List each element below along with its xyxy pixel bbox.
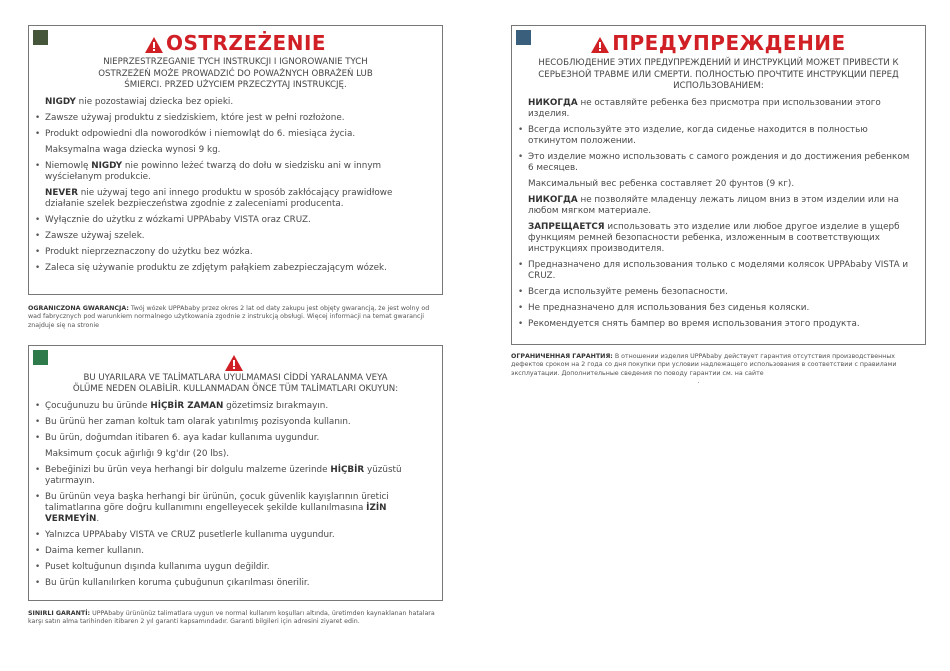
list-item: • Zaleca się używanie produktu ze zdjętym pałąkiem zabezpieczającym wózek. — [29, 263, 442, 274]
warning-box-pl — [28, 25, 443, 295]
warning-list-tr — [29, 401, 442, 589]
list-item: • Produkt nieprzeznaczony do użytku bez wózka. — [29, 247, 442, 258]
warranty-ru-end: . — [697, 378, 700, 386]
list-item: • Всегда используйте это изделие, когда сиденье находится в полностью откинутом положении. — [512, 125, 925, 147]
warning-list-pl — [29, 97, 442, 274]
warning-intro-pl: NIEPRZESTRZEGANIE TYCH INSTRUKCJI I IGNOROWANIE TYCH OSTRZEŻEŃ MOŻE PROWADZIĆ DO POWAŻNYCH OBRAŻEŃ LUB ŚMIERCI. PRZED UŻYCIEM PRZECZYTAJ INSTRUKCJĘ. — [98, 57, 373, 90]
warranty-ru: ОГРАНИЧЕННАЯ ГАРАНТИЯ: В отношении изделия UPPAbaby действует гарантия отсутствия производственных дефектов сроком на 2 года со дня покупки при условии надлежащего использования в соответствии с правилами эксплуатации. Дополнительные сведения по поводу гарантии см. на сайте . — [511, 353, 926, 387]
list-item: • Zawsze używaj produktu z siedziskiem, które jest w pełni rozłożone. — [29, 113, 442, 124]
color-square-tr — [33, 350, 48, 365]
list-item: • Bu ürünün veya başka herhangi bir ürünün, çocuk güvenlik kayışlarının üretici talimatlarına göre doğru kullanımını engelleyecek şekilde kullanılmasına İZİN VERMEYİN. — [29, 492, 442, 525]
warning-triangle-icon — [225, 355, 243, 371]
list-item: • Wyłącznie do użytku z wózkami UPPAbaby VISTA oraz CRUZ. — [29, 215, 442, 226]
warning-triangle-icon — [145, 37, 163, 53]
list-item: Максимальный вес ребенка составляет 20 фунтов (9 кг). — [528, 178, 795, 189]
warning-intro-ru: НЕСОБЛЮДЕНИЕ ЭТИХ ПРЕДУПРЕЖДЕНИЙ И ИНСТРУКЦИЙ МОЖЕТ ПРИВЕСТИ К СЕРЬЕЗНОЙ ТРАВМЕ ИЛИ СМЕРТИ. ПОЛНОСТЬЮ ПРОЧТИТЕ ИНСТРУКЦИИ ПЕРЕД ИСПОЛЬЗОВАНИЕМ: — [538, 58, 899, 91]
list-item: • Produkt odpowiedni dla noworodków i niemowląt do 6. miesiąca życia. — [29, 129, 442, 140]
list-item: ЗАПРЕЩАЕТСЯ использовать это изделие или любое другое изделие в ущерб функциям ремней безопасности ребенка, изложенным в соответствующих инструкциях производителя. — [528, 221, 900, 254]
list-item: Maksimum çocuk ağırlığı 9 kg'dır (20 lbs). — [45, 448, 230, 459]
warranty-tr: SINIRLI GARANTİ: UPPAbaby ürününüz talimatlara uygun ve normal kullanım koşulları altında, üretimden kaynaklanan hatalara karşı satın alma tarihinden itibaren 2 yıl garanti kapsamındadır. Garanti bilgileri için adresini ziyaret edin. — [28, 610, 435, 626]
list-item: • Всегда используйте ремень безопасности. — [512, 287, 925, 298]
list-item: • Рекомендуется снять бампер во время использования этого продукта. — [512, 319, 925, 330]
list-item: • Puset koltuğunun dışında kullanıma uygun değildir. — [29, 562, 442, 573]
list-item: NEVER nie używaj tego ani innego produktu w sposób zakłócający prawidłowe działanie szelek bezpieczeństwa zgodnie z zaleceniami producenta. — [45, 187, 393, 209]
warning-box-tr — [28, 345, 443, 601]
list-item: • Предназначено для использования только с моделями колясок UPPAbaby VISTA и CRUZ. — [512, 260, 925, 282]
list-item: • Niemowlę NIGDY nie powinno leżeć twarzą do dołu w siedzisku ani w innym wyściełanym produkcie. — [29, 161, 442, 183]
list-item: • Не предназначено для использования без сиденья коляски. — [512, 303, 925, 314]
list-item: • Daima kemer kullanın. — [29, 546, 442, 557]
list-item: • Yalnızca UPPAbaby VISTA ve CRUZ pusetlerle kullanıma uygundur. — [29, 530, 442, 541]
list-item: • Bu ürünü her zaman koltuk tam olarak yatırılmış pozisyonda kullanın. — [29, 417, 442, 428]
list-item: • Zawsze używaj szelek. — [29, 231, 442, 242]
list-item: NIGDY nie pozostawiaj dziecka bez opieki. — [45, 96, 234, 107]
list-item: НИКОГДА не позволяйте младенцу лежать лицом вниз в этом изделии или на любом мягком материале. — [528, 194, 899, 216]
warning-intro-tr: BU UYARILARA VE TALİMATLARA UYULMAMASI CİDDİ YARALANMA VEYA ÖLÜME NEDEN OLABİLİR. KULLANMADAN ÖNCE TÜM TALİMATLARI OKUYUN: — [72, 372, 399, 394]
color-square-ru — [516, 30, 531, 45]
color-square-pl — [33, 30, 48, 45]
warranty-pl: OGRANICZONA GWARANCJA: Twój wózek UPPAbaby przez okres 2 lat od daty zakupu jest objęty gwarancją, że jest wolny od wad fabrycznych pod warunkiem normalnego użytkowania zgodnie z instrukcją obsługi. Więcej informacji na temat gwarancji znajduje się na stronie — [28, 305, 430, 329]
warning-box-ru — [511, 25, 926, 345]
list-item: • Это изделие можно использовать с самого рождения и до достижения ребенком 6 месяцев. — [512, 152, 925, 174]
list-item: Maksymalna waga dziecka wynosi 9 kg. — [45, 144, 221, 155]
warning-title-tr — [29, 352, 442, 371]
warning-title-pl: OSTRZEŻENIE — [29, 31, 442, 55]
warning-list-ru — [512, 98, 925, 330]
list-item: • Bebeğinizi bu ürün veya herhangi bir dolgulu malzeme üzerinde HİÇBİR yüzüstü yatırmayın. — [29, 465, 442, 487]
warning-triangle-icon — [591, 37, 609, 53]
list-item: НИКОГДА не оставляйте ребенка без присмотра при использовании этого изделия. — [528, 97, 881, 119]
list-item: • Bu ürün, doğumdan itibaren 6. aya kadar kullanıma uygundur. — [29, 433, 442, 444]
warning-title-ru: ПРЕДУПРЕЖДЕНИЕ — [512, 31, 925, 55]
list-item: • Bu ürün kullanılırken koruma çubuğunun çıkarılması önerilir. — [29, 578, 442, 589]
list-item: • Çocuğunuzu bu üründe HİÇBİR ZAMAN gözetimsiz bırakmayın. — [29, 401, 442, 412]
